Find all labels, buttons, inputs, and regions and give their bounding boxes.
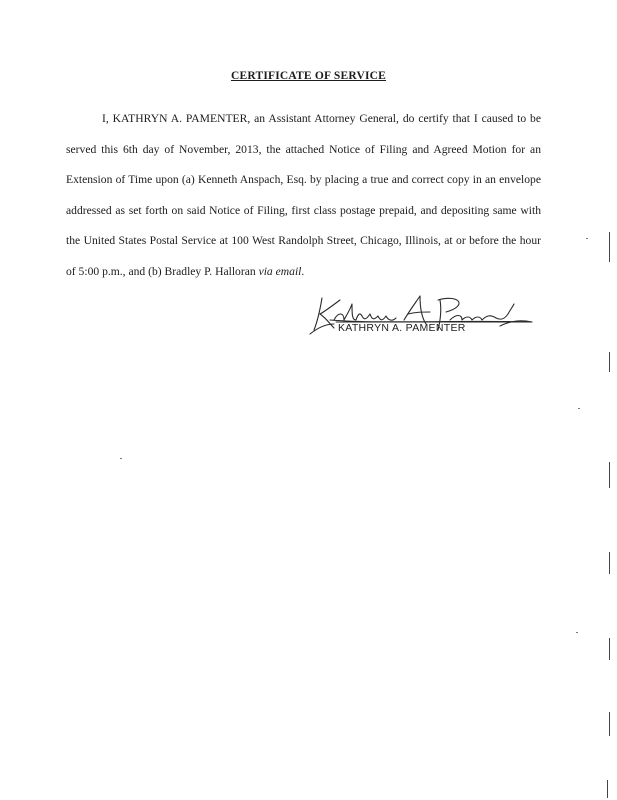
scan-mark [609, 712, 610, 736]
certificate-paragraph [66, 104, 541, 288]
signer-name: KATHRYN A. PAMENTER [338, 322, 466, 334]
paragraph-italic-text: via email [258, 264, 302, 278]
scan-speck [586, 238, 588, 239]
scan-mark [609, 552, 610, 574]
scan-mark [609, 638, 610, 660]
scan-speck [578, 408, 580, 409]
scan-speck [120, 458, 122, 459]
paragraph-end: . [301, 264, 305, 278]
scan-mark [607, 780, 608, 798]
page-title: CERTIFICATE OF SERVICE [230, 70, 387, 82]
paragraph-text: I, KATHRYN A. PAMENTER, an Assistant Attorney General, do certify that I caused to be served this 6th day of November, 2013, the attached Notice of Filing and Agreed Motion for an Extension of Time upon (a) Kenneth Anspach, Esq. by placing a true and correct copy in an envelope addressed as set forth on said Notice of Filing, first class postage prepaid, and depositing same with the United States Postal Service at 100 West Randolph Street, Chicago, Illinois, at or before the hour of 5:00 p.m., and (b) Bradley P. Halloran [66, 112, 541, 278]
scan-mark [609, 462, 610, 488]
scan-speck [576, 632, 578, 633]
scan-mark [609, 352, 610, 372]
scan-mark [609, 232, 610, 262]
